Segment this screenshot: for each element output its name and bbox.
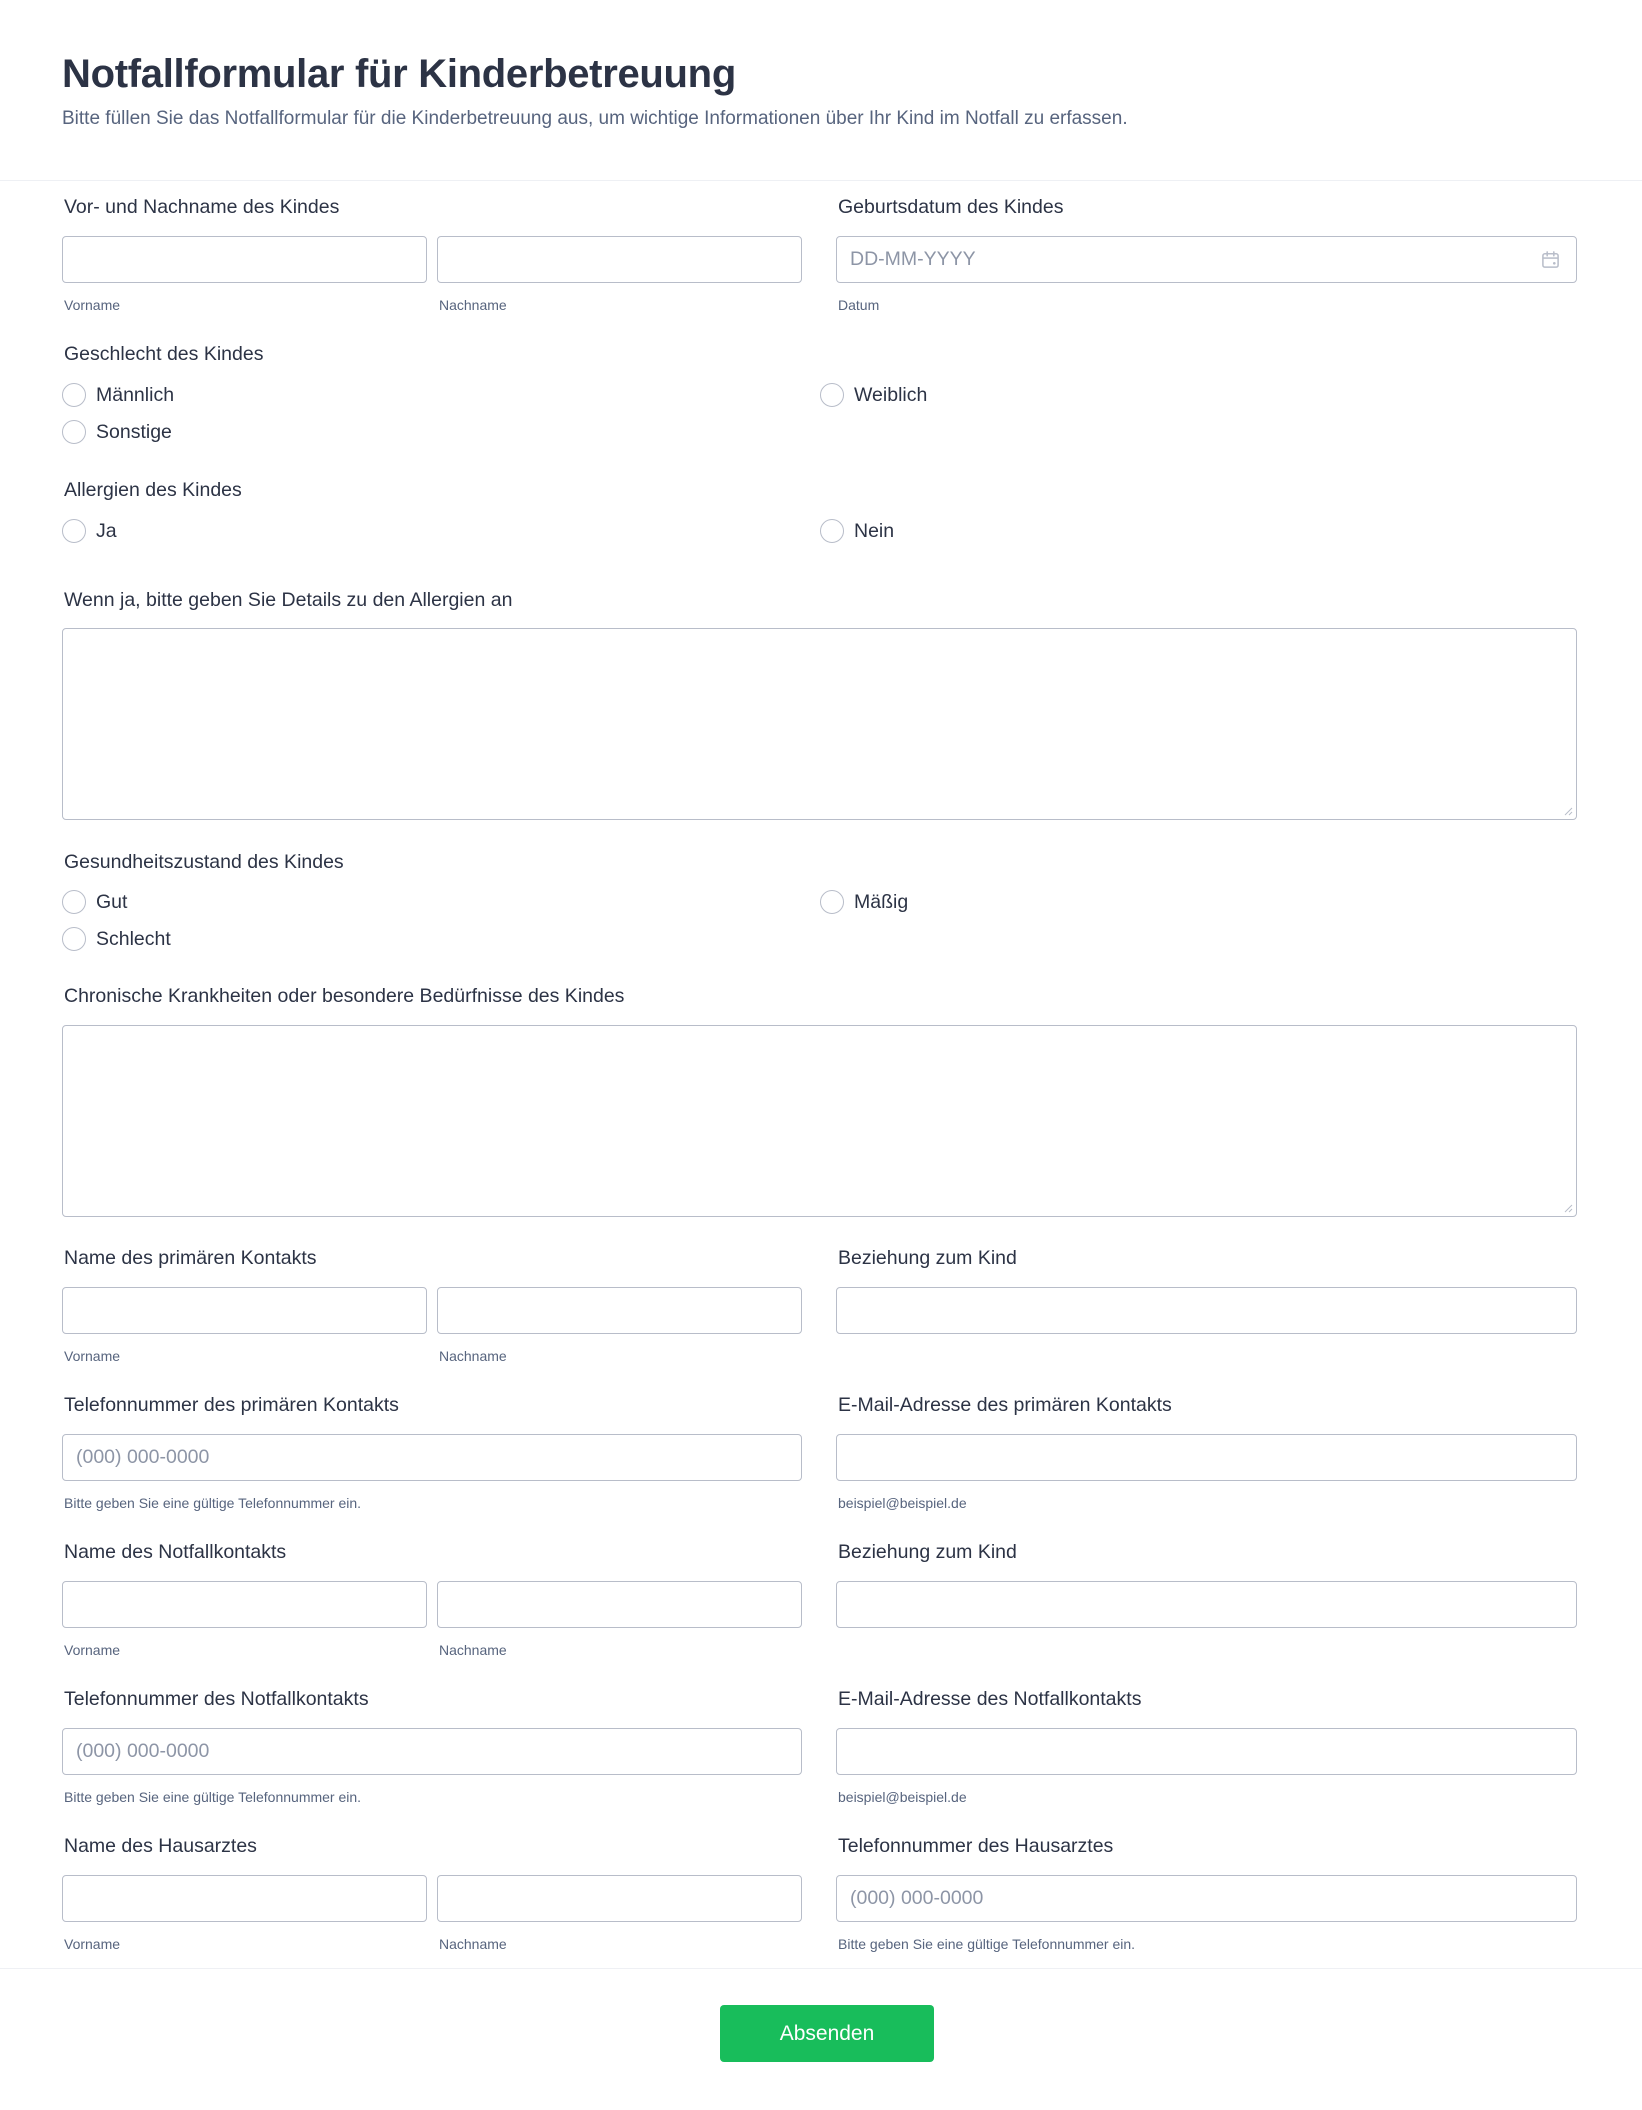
health-option-label: Gut (96, 890, 128, 913)
primary-last-name-sublabel: Nachname (439, 1348, 507, 1364)
birthdate-label: Geburtsdatum des Kindes (838, 196, 1064, 218)
doctor-last-name-sublabel: Nachname (439, 1936, 507, 1952)
emergency-email-hint: beispiel@beispiel.de (838, 1789, 967, 1805)
emergency-phone-input[interactable] (62, 1728, 802, 1775)
doctor-phone-label: Telefonnummer des Hausarztes (838, 1835, 1114, 1857)
primary-phone-hint: Bitte geben Sie eine gültige Telefonnummer ein. (64, 1495, 362, 1511)
doctor-phone-input[interactable] (836, 1875, 1577, 1922)
gender-option-label: Sonstige (96, 420, 172, 443)
health-option-moderate[interactable] (820, 889, 908, 915)
primary-phone-placeholder: (000) 000-0000 (76, 1446, 210, 1468)
emergency-last-name-sublabel: Nachname (439, 1642, 507, 1658)
doctor-phone-placeholder: (000) 000-0000 (850, 1887, 984, 1909)
primary-email-hint: beispiel@beispiel.de (838, 1495, 967, 1511)
form-description: Bitte füllen Sie das Notfallformular für die Kinderbetreuung aus, um wichtige Informationen über Ihr Kind im Notfall zu erfassen. (62, 108, 1128, 129)
resize-grip-icon[interactable] (1563, 806, 1573, 816)
health-option-good[interactable] (62, 889, 127, 915)
child-first-name-sublabel: Vorname (64, 297, 121, 313)
doctor-phone-hint: Bitte geben Sie eine gültige Telefonnummer ein. (838, 1936, 1136, 1952)
birthdate-sublabel: Datum (838, 297, 880, 313)
child-last-name-input[interactable] (437, 236, 802, 283)
resize-grip-icon[interactable] (1563, 1203, 1573, 1213)
footer-divider (0, 1968, 1642, 1969)
primary-relation-label: Beziehung zum Kind (838, 1247, 1017, 1269)
form-header (62, 48, 1582, 132)
primary-first-name-sublabel: Vorname (64, 1348, 121, 1364)
allergies-option-no[interactable] (820, 518, 894, 544)
emergency-first-name-input[interactable] (62, 1581, 427, 1628)
allergies-label: Allergien des Kindes (64, 479, 242, 501)
primary-first-name-input[interactable] (62, 1287, 427, 1334)
submit-button[interactable]: Absenden (720, 2005, 934, 2062)
radio-circle[interactable] (62, 927, 86, 951)
allergies-option-label: Ja (96, 519, 117, 542)
gender-label: Geschlecht des Kindes (64, 343, 264, 365)
birthdate-input[interactable] (836, 236, 1577, 283)
radio-circle[interactable] (62, 519, 86, 543)
emergency-last-name-input[interactable] (437, 1581, 802, 1628)
form-title: Notfallformular für Kinderbetreuung (62, 52, 736, 96)
allergy-details-label: Wenn ja, bitte geben Sie Details zu den Allergien an (64, 589, 513, 611)
primary-email-label: E-Mail-Adresse des primären Kontakts (838, 1394, 1172, 1416)
health-label: Gesundheitszustand des Kindes (64, 851, 344, 873)
gender-option-male[interactable] (62, 382, 174, 408)
doctor-first-name-input[interactable] (62, 1875, 427, 1922)
emergency-phone-placeholder: (000) 000-0000 (76, 1740, 210, 1762)
emergency-first-name-sublabel: Vorname (64, 1642, 121, 1658)
health-option-label: Schlecht (96, 927, 171, 950)
primary-email-input[interactable] (836, 1434, 1577, 1481)
calendar-icon[interactable] (1541, 250, 1560, 269)
radio-circle[interactable] (820, 383, 844, 407)
emergency-email-input[interactable] (836, 1728, 1577, 1775)
emergency-relation-label: Beziehung zum Kind (838, 1541, 1017, 1563)
primary-relation-input[interactable] (836, 1287, 1577, 1334)
gender-option-female[interactable] (820, 382, 927, 408)
primary-phone-input[interactable] (62, 1434, 802, 1481)
primary-phone-label: Telefonnummer des primären Kontakts (64, 1394, 399, 1416)
emergency-name-label: Name des Notfallkontakts (64, 1541, 287, 1563)
header-divider (0, 180, 1642, 181)
doctor-name-label: Name des Hausarztes (64, 1835, 257, 1857)
health-option-bad[interactable] (62, 926, 171, 952)
allergies-option-label: Nein (854, 519, 895, 542)
child-name-label: Vor- und Nachname des Kindes (64, 196, 340, 218)
child-last-name-sublabel: Nachname (439, 297, 507, 313)
emergency-phone-label: Telefonnummer des Notfallkontakts (64, 1688, 369, 1710)
doctor-last-name-input[interactable] (437, 1875, 802, 1922)
radio-circle[interactable] (820, 519, 844, 543)
primary-name-label: Name des primären Kontakts (64, 1247, 317, 1269)
gender-option-label: Männlich (96, 383, 175, 406)
chronic-textarea[interactable] (62, 1025, 1577, 1217)
chronic-label: Chronische Krankheiten oder besondere Bedürfnisse des Kindes (64, 985, 625, 1007)
primary-last-name-input[interactable] (437, 1287, 802, 1334)
allergy-details-textarea[interactable] (62, 628, 1577, 820)
radio-circle[interactable] (62, 890, 86, 914)
radio-circle[interactable] (62, 383, 86, 407)
emergency-phone-hint: Bitte geben Sie eine gültige Telefonnummer ein. (64, 1789, 362, 1805)
health-option-label: Mäßig (854, 890, 909, 913)
radio-circle[interactable] (820, 890, 844, 914)
gender-option-label: Weiblich (854, 383, 928, 406)
emergency-email-label: E-Mail-Adresse des Notfallkontakts (838, 1688, 1142, 1710)
emergency-relation-input[interactable] (836, 1581, 1577, 1628)
child-first-name-input[interactable] (62, 236, 427, 283)
radio-circle[interactable] (62, 420, 86, 444)
gender-option-other[interactable] (62, 419, 172, 445)
birthdate-placeholder: DD-MM-YYYY (850, 248, 976, 270)
doctor-first-name-sublabel: Vorname (64, 1936, 121, 1952)
allergies-option-yes[interactable] (62, 518, 117, 544)
